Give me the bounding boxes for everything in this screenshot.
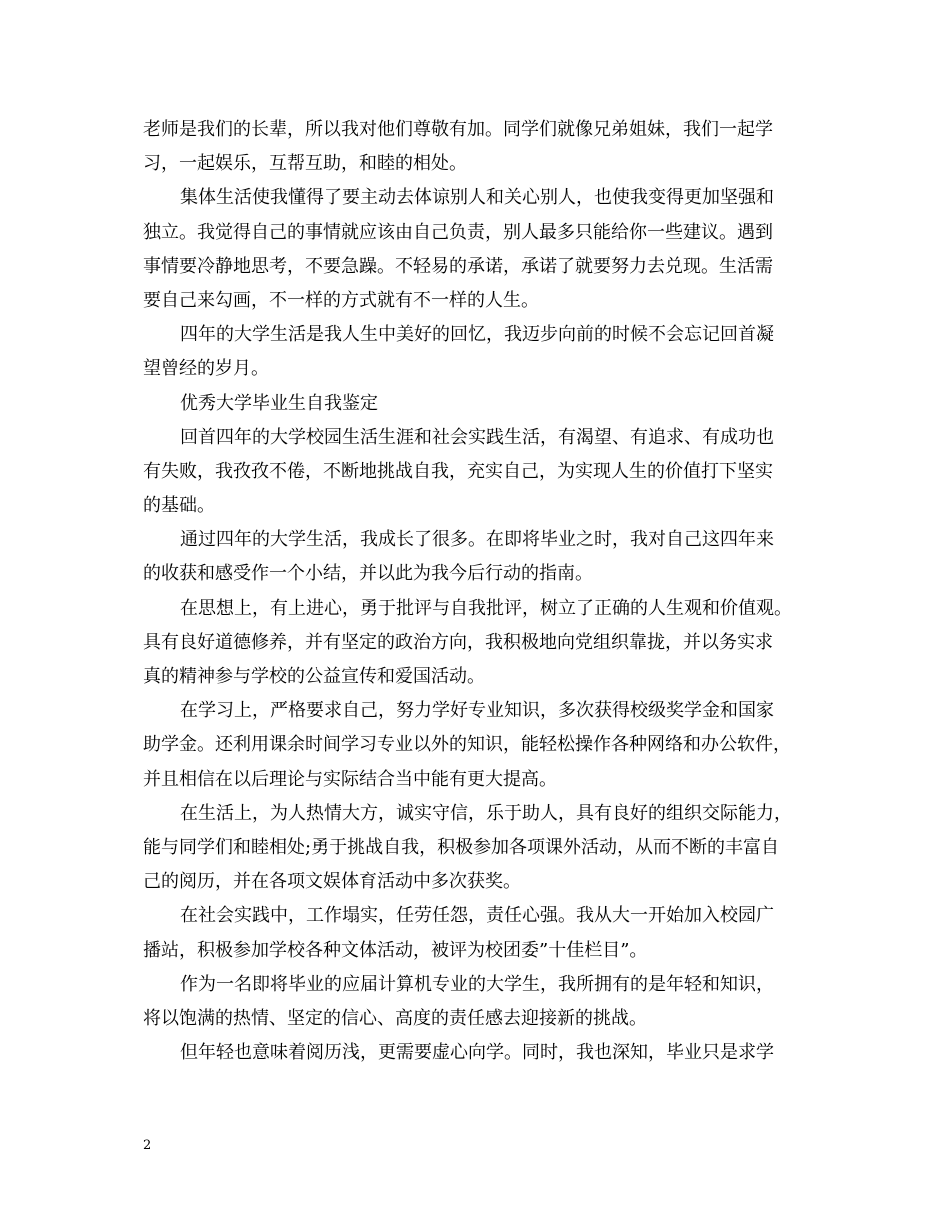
text-line: 回首四年的大学校园生活生涯和社会实践生活，有渴望、有追求、有成功也 [180,426,774,448]
text-line: 真的精神参与学校的公益宣传和爱国活动。 [143,666,485,687]
text-line: 独立。我觉得自己的事情就应该由自己负责，别人最多只能给你一些建议。遇到 [143,221,773,243]
body-text [143,113,823,1070]
text-line: 的收获和感受作一个小结，并以此为我今后行动的指南。 [143,563,593,585]
text-line: 集体生活使我懂得了要主动去体谅别人和关心别人，也使我变得更加坚强和 [180,187,774,209]
text-line: 具有良好道德修养，并有坚定的政治方向，我积极地向党组织靠拢，并以务实求 [143,631,773,653]
text-line: 己的阅历，并在各项文娱体育活动中多次获奖。 [143,871,521,893]
text-line: 在思想上，有上进心，勇于批评与自我批评，树立了正确的人生观和价值观。 [180,597,792,619]
text-line: 在学习上，严格要求自己，努力学好专业知识，多次获得校级奖学金和国家 [180,700,774,722]
text-line: 的基础。 [143,495,215,517]
text-line: 望曾经的岁月。 [143,358,269,380]
text-line: 通过四年的大学生活，我成长了很多。在即将毕业之时，我对自己这四年来 [180,529,774,551]
text-line: 播站，积极参加学校各种文体活动，被评为校团委”十佳栏目”。 [143,939,648,961]
section-heading: 优秀大学毕业生自我鉴定 [180,392,378,414]
text-line: 并且相信在以后理论与实际结合当中能有更大提高。 [143,768,557,790]
page-number: 2 [143,1138,152,1153]
text-line: 习，一起娱乐，互帮互助，和睦的相处。 [143,153,467,175]
text-line: 在生活上，为人热情大方，诚实守信，乐于助人，具有良好的组织交际能力， [180,802,792,824]
text-line: 有失败，我孜孜不倦，不断地挑战自我，充实自己，为实现人生的价值打下坚实 [143,460,773,482]
text-line: 助学金。还利用课余时间学习专业以外的知识，能轻松操作各种网络和办公软件， [143,734,791,756]
text-line: 但年轻也意味着阅历浅，更需要虚心向学。同时，我也深知，毕业只是求学 [180,1042,774,1064]
text-line: 在社会实践中，工作塌实，任劳任怨，责任心强。我从大一开始加入校园广 [180,905,774,927]
text-line: 将以饱满的热情、坚定的信心、高度的责任感去迎接新的挑战。 [143,1007,647,1029]
text-line: 老师是我们的长辈，所以我对他们尊敬有加。同学们就像兄弟姐妹，我们一起学 [143,119,773,140]
text-line: 能与同学们和睦相处;勇于挑战自我，积极参加各项课外活动，从而不断的丰富自 [143,836,780,858]
text-line: 事情要冷静地思考，不要急躁。不轻易的承诺，承诺了就要努力去兑现。生活需 [143,255,773,277]
text-line: 要自己来勾画，不一样的方式就有不一样的人生。 [143,289,539,311]
text-line: 作为一名即将毕业的应届计算机专业的大学生，我所拥有的是年轻和知识， [180,973,774,995]
text-line: 四年的大学生活是我人生中美好的回忆，我迈步向前的时候不会忘记回首凝 [180,324,774,346]
